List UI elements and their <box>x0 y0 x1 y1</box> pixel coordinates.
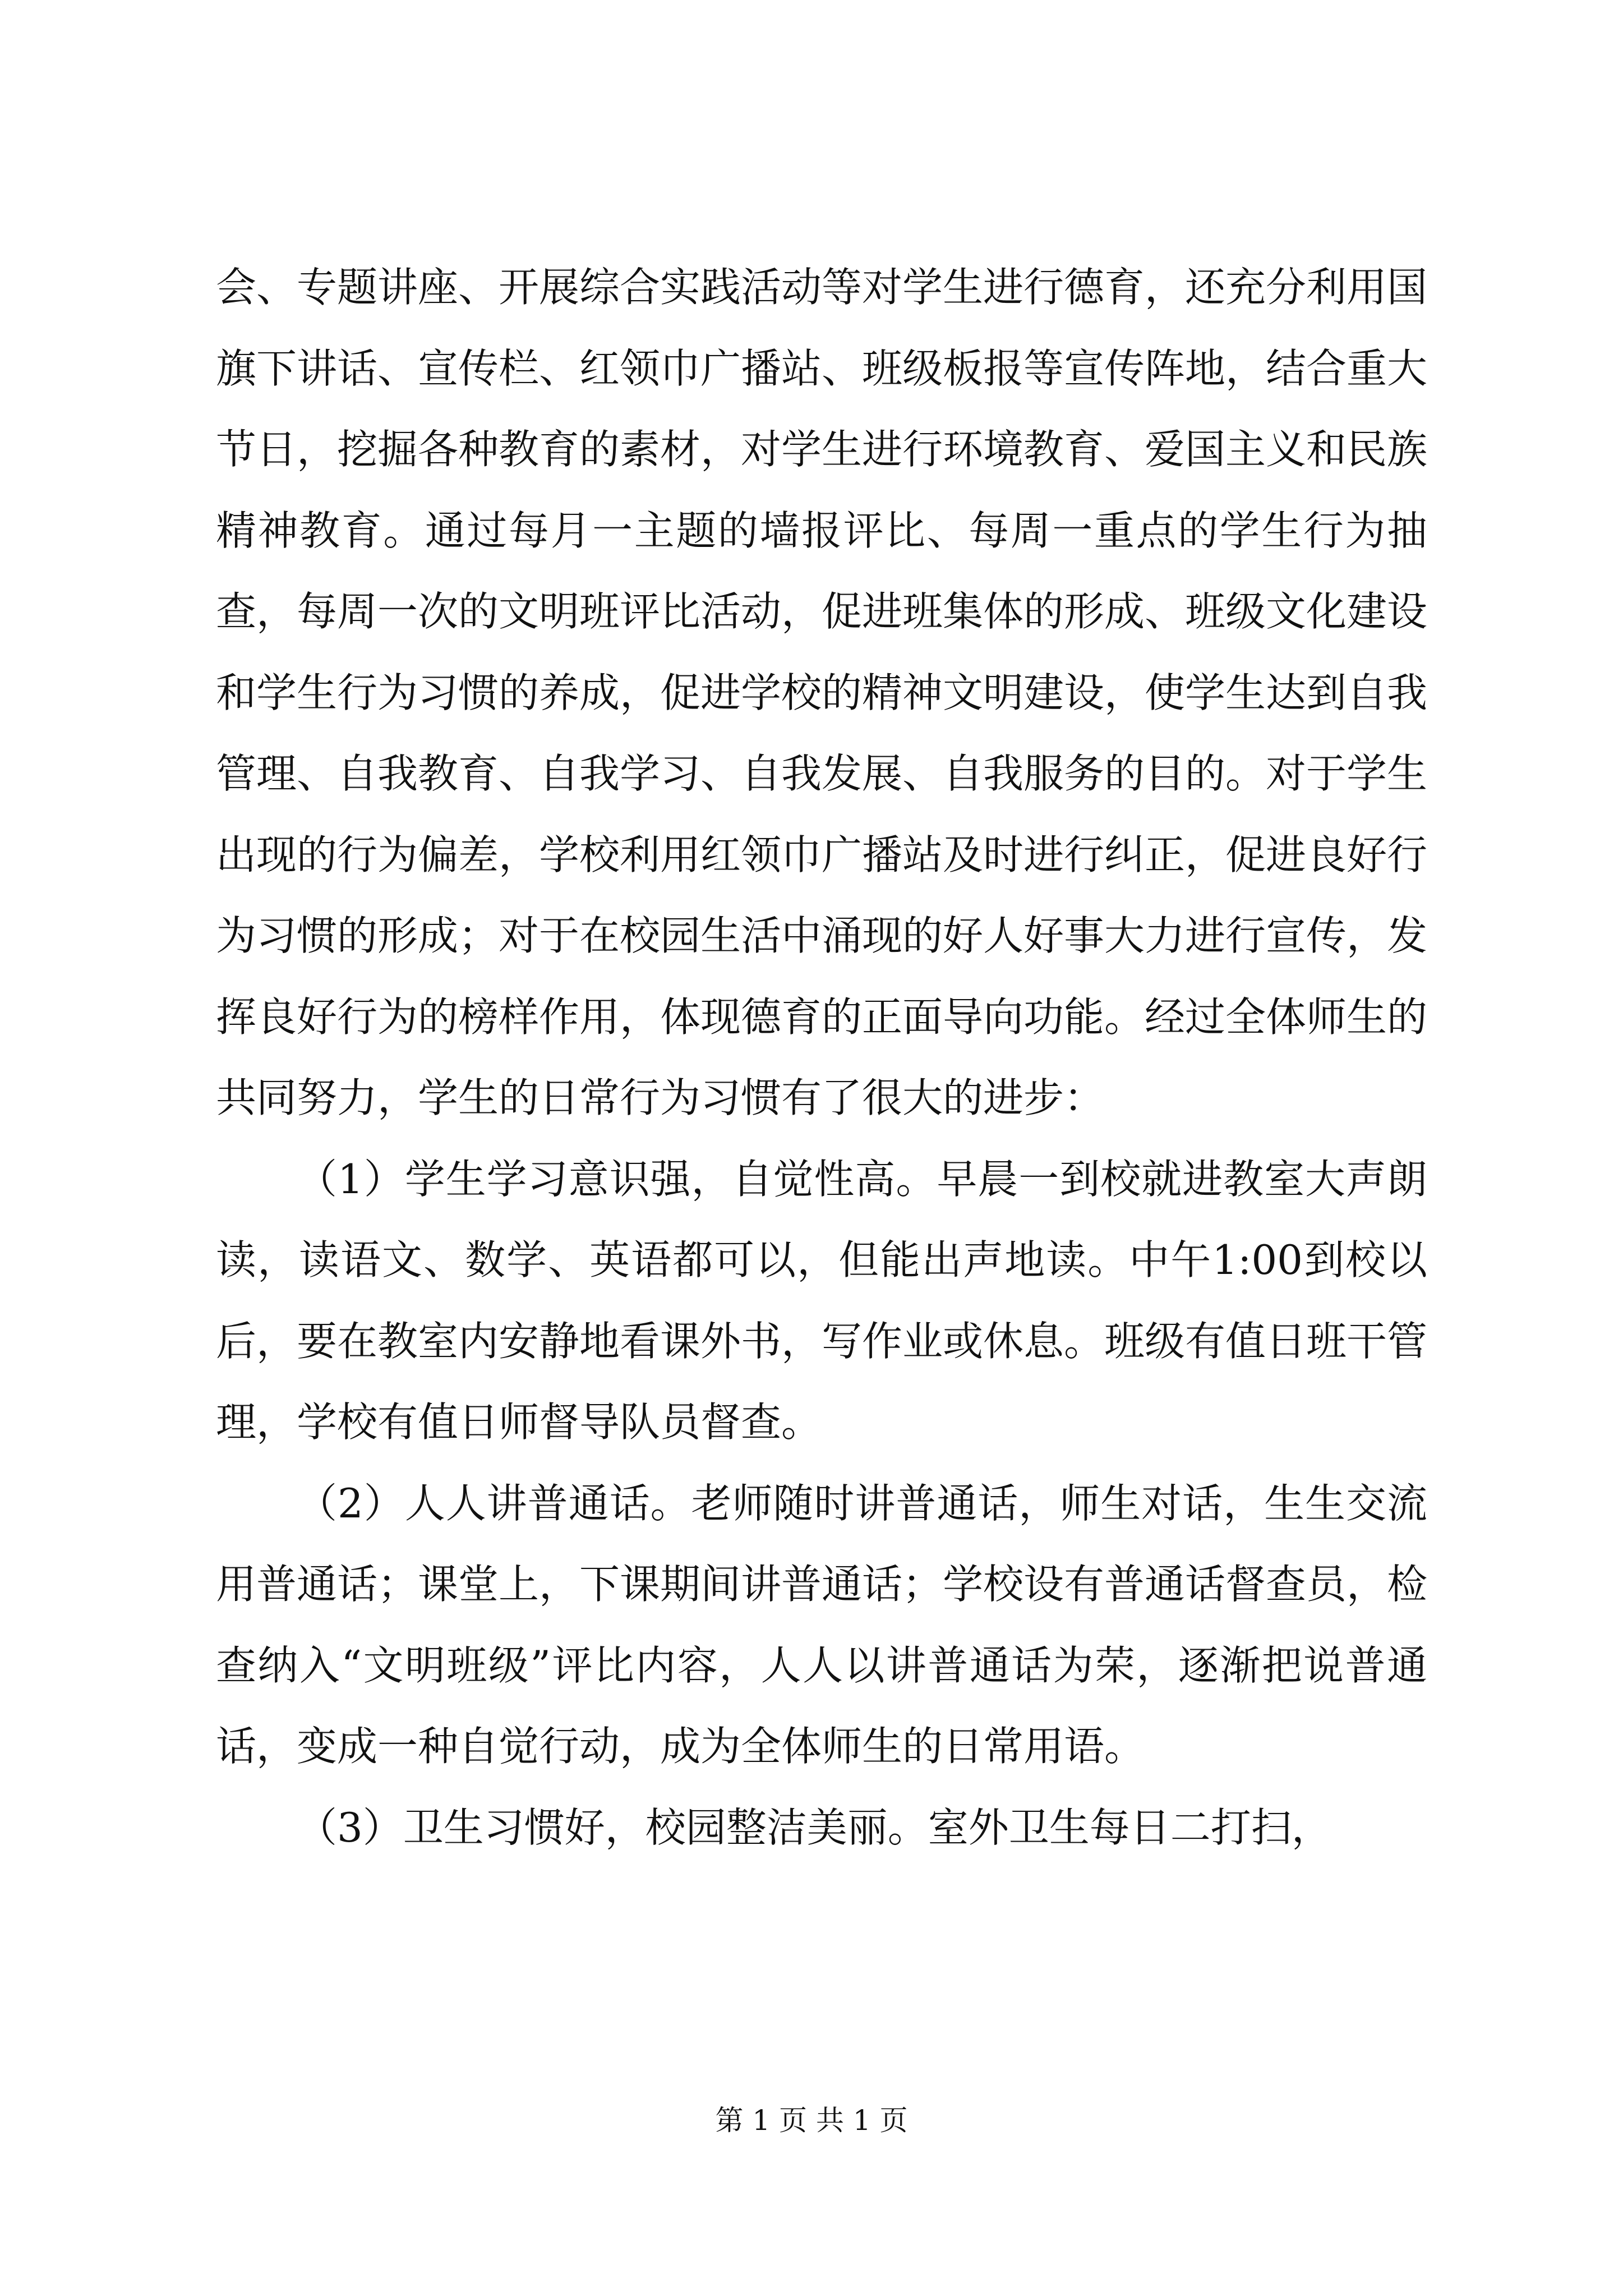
paragraph-item-3: （3）卫生习惯好，校园整洁美丽。室外卫生每日二打扫， <box>297 1803 1332 1851</box>
page-footer: 第 1 页 共 1 页 <box>715 2104 908 2137</box>
document-body <box>216 247 1427 1868</box>
paragraph-item-2: （2）人人讲普通话。老师随时讲普通话，师生对话，生生交流用普通话；课堂上，下课期间讲普通话；学校设有普通话督查员，检查纳入“文明班级”评比内容，人人以讲普通话为荣，逐渐把说普通话，变成一种自觉行动，成为全体师生的日常用语。 <box>216 1479 1428 1770</box>
paragraph-continuation: 会、专题讲座、开展综合实践活动等对学生进行德育，还充分利用国旗下讲话、宣传栏、红领巾广播站、班级板报等宣传阵地，结合重大节日，挖掘各种教育的素材，对学生进行环境教育、爱国主义和民族精神教育。通过每月一主题的墙报评比、每周一重点的学生行为抽查，每周一次的文明班评比活动，促进班集体的形成、班级文化建设和学生行为习惯的养成，促进学校的精神文明建设，使学生达到自我管理、自我教育、自我学习、自我发展、自我服务的目的。对于学生出现的行为偏差，学校利用红领巾广播站及时进行纠正，促进良好行为习惯的形成；对于在校园生活中涌现的好人好事大力进行宣传，发挥良好行为的榜样作用，体现德育的正面导向功能。经过全体师生的共同努力，学生的日常行为习惯有了很大的进步： <box>216 264 1428 1121</box>
paragraph-item-1: （1）学生学习意识强，自觉性高。早晨一到校就进教室大声朗读，读语文、数学、英语都可以，但能出声地读。中午1:00到校以后，要在教室内安静地看课外书，写作业或休息。班级有值日班干管理，学校有值日师督导队员督查。 <box>216 1155 1428 1446</box>
